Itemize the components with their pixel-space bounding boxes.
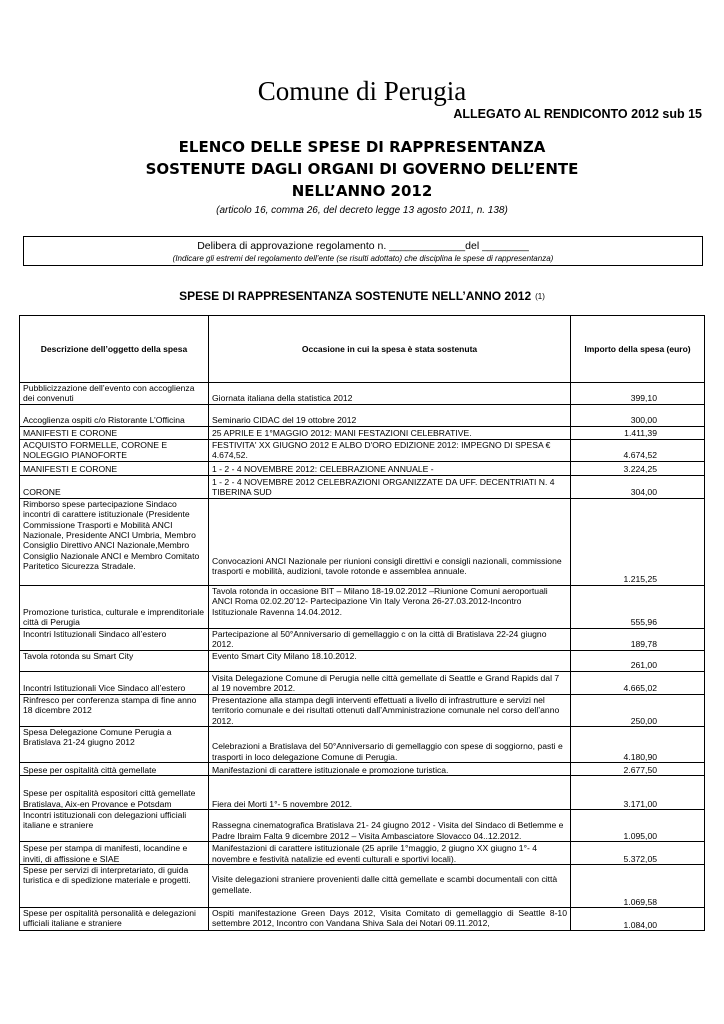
table-row <box>20 461 705 475</box>
cell-imp: 189,78 <box>571 628 705 650</box>
table-row <box>20 776 705 810</box>
table-row <box>20 763 705 776</box>
section-title-text: SPESE DI RAPPRESENTANZA SOSTENUTE NELL’ANNO 2012 <box>179 289 532 303</box>
heading-line-2: SOSTENUTE DAGLI ORGANI DI GOVERNO DELL’ENTE <box>145 160 579 178</box>
table-row <box>20 671 705 694</box>
cell-imp: 4.180,90 <box>571 727 705 763</box>
cell-imp: 261,00 <box>571 650 705 671</box>
cell-desc: CORONE <box>20 475 209 498</box>
section-note: (1) <box>535 292 545 302</box>
expenses-table <box>19 315 705 931</box>
table-row <box>20 383 705 405</box>
cell-desc: MANIFESTI E CORONE <box>20 426 209 439</box>
cell-occ: Celebrazioni a Bratislava del 50°Anniversario di gemellaggio con spese di soggiorno, pasti e trasporti in loco delegazione Comune di Perugia. <box>209 727 571 763</box>
table-row <box>20 908 705 931</box>
cell-desc: Tavola rotonda su Smart City <box>20 650 209 671</box>
cell-occ: 1 - 2 - 4 NOVEMBRE 2012 CELEBRAZIONI ORGANIZZATE DA UFF. DECENTRIATI N. 4 TIBERINA SUD <box>209 475 571 498</box>
cell-occ: Tavola rotonda in occasione BIT – Milano 18-19.02.2012 –Riunione Comuni aeroportuali ANCI Roma 02.02.20’12- Partecipazione Vin Italy Verona 26-27.03.2012-Incontro Istituzionale Ravenna 14.04.2012. <box>209 585 571 628</box>
cell-desc: Spesa Delegazione Comune Perugia a Bratislava 21-24 giugno 2012 <box>20 727 209 763</box>
cell-desc: Incontri Istituzionali Sindaco all’estero <box>20 628 209 650</box>
cell-desc: Rimborso spese partecipazione Sindaco incontri di carattere istituzionale (Presidente Commissione Trasporti e Mobilità ANCI Nazionale, Presidente ANCI Umbria, Membro Consiglio Direttivo ANCI Nazionale,Membro Consiglio Nazionale ANCI e Membro Comitato Paritetico Sicurezza Stradale. <box>20 498 209 585</box>
cell-occ: Visite delegazioni straniere provenienti dalle città gemellate e scambi documentali con città gemellate. <box>209 865 571 908</box>
table-row <box>20 628 705 650</box>
delibera-note: (Indicare gli estremi del regolamento dell’ente (se risulti adottato) che disciplina le spese di rappresentanza) <box>172 254 554 263</box>
table-row <box>20 404 705 426</box>
cell-desc: Spese per ospitalità espositori città gemellate Bratislava, Aix-en Provance e Potsdam <box>20 776 209 810</box>
cell-imp: 3.171,00 <box>571 776 705 810</box>
cell-desc: Pubblicizzazione dell’evento con accoglienza dei convenuti <box>20 383 209 405</box>
cell-occ: Presentazione alla stampa degli interventi effettuati a livello di infrastrutture e servizi nel territorio comunale e dei risultati ottenuti dall’Amministrazione comunale nel corso dell’anno 2012. <box>209 694 571 726</box>
table-row <box>20 865 705 908</box>
cell-imp: 250,00 <box>571 694 705 726</box>
table-row <box>20 475 705 498</box>
table-row <box>20 585 705 628</box>
cell-occ: Convocazioni ANCI Nazionale per riunioni consigli direttivi e consigli nazionali, commissione trasporti e mobilità, audizioni, tavole rotonde e assemblea annuale. <box>209 498 571 585</box>
cell-occ: Seminario CIDAC del 19 ottobre 2012 <box>209 404 571 426</box>
cell-imp: 2.677,50 <box>571 763 705 776</box>
articolo-reference: (articolo 16, comma 26, del decreto legge 13 agosto 2011, n. 138) <box>216 205 508 216</box>
cell-imp: 300,00 <box>571 404 705 426</box>
header-importo: Importo della spesa (euro) <box>571 316 705 383</box>
cell-imp: 5.372,05 <box>571 842 705 865</box>
cell-desc: Incontri Istituzionali Vice Sindaco all’estero <box>20 671 209 694</box>
table-row <box>20 694 705 726</box>
cell-occ: Manifestazioni di carattere istituzionale e promozione turistica. <box>209 763 571 776</box>
cell-occ: Evento Smart City Milano 18.10.2012. <box>209 650 571 671</box>
cell-desc: Promozione turistica, culturale e imprenditoriale città di Perugia <box>20 585 209 628</box>
cell-desc: Spese per servizi di interpretariato, di guida turistica e di spedizione materiale e progetti. <box>20 865 209 908</box>
heading-line-3: NELL’ANNO 2012 <box>291 182 433 200</box>
cell-imp: 1.095,00 <box>571 810 705 842</box>
cell-imp: 4.665,02 <box>571 671 705 694</box>
section-title <box>0 289 724 303</box>
cell-imp: 399,10 <box>571 383 705 405</box>
table-row <box>20 439 705 461</box>
delibera-line: Delibera di approvazione regolamento n. _____________del ________ <box>197 240 529 252</box>
cell-occ: 25 APRILE E 1°MAGGIO 2012: MANI FESTAZIONI CELEBRATIVE. <box>209 426 571 439</box>
table-row <box>20 498 705 585</box>
table-row <box>20 810 705 842</box>
cell-occ: 1 - 2 - 4 NOVEMBRE 2012: CELEBRAZIONE ANNUALE - <box>209 461 571 475</box>
cell-desc: Accoglienza ospiti c/o Ristorante L’Officina <box>20 404 209 426</box>
cell-desc: MANIFESTI E CORONE <box>20 461 209 475</box>
table-row <box>20 426 705 439</box>
cell-occ: FESTIVITA' XX GIUGNO 2012 E ALBO D'ORO EDIZIONE 2012: IMPEGNO DI SPESA € 4.674,52. <box>209 439 571 461</box>
table-header-row <box>20 316 705 383</box>
cell-occ: Ospiti manifestazione Green Days 2012, Visita Comitato di gemellaggio di Seattle 8-10 settembre 2012, Incontro con Vandana Shiva Sala dei Notari 09.11.2012, <box>209 908 571 931</box>
cell-imp: 4.674,52 <box>571 439 705 461</box>
cell-occ: Giornata italiana della statistica 2012 <box>209 383 571 405</box>
cell-imp: 1.411,39 <box>571 426 705 439</box>
page-title: Comune di Perugia <box>257 76 467 106</box>
cell-occ: Manifestazioni di carattere istituzionale (25 aprile 1°maggio, 2 giugno XX giugno 1°- 4 novembre e festività natalizie ed eventi culturali e sportivi locali). <box>209 842 571 865</box>
table-row <box>20 842 705 865</box>
allegato-label: ALLEGATO AL RENDICONTO 2012 sub 15 <box>453 107 702 121</box>
cell-occ: Partecipazione al 50°Anniversario di gemellaggio c on la città di Bratislava 22-24 giugno 2012. <box>209 628 571 650</box>
cell-imp: 1.084,00 <box>571 908 705 931</box>
cell-imp: 304,00 <box>571 475 705 498</box>
cell-occ: Visita Delegazione Comune di Perugia nelle città gemellate di Seattle e Grand Rapids dal 7 al 19 novembre 2012. <box>209 671 571 694</box>
cell-occ: Rassegna cinematografica Bratislava 21- 24 giugno 2012 - Visita del Sindaco di Betlemme e Padre Ibraim Falta 9 dicembre 2012 – Visita Ambasciatore Slovacco 04..12.2012. <box>209 810 571 842</box>
cell-desc: Spese per ospitalità città gemellate <box>20 763 209 776</box>
cell-occ: Fiera dei Morti 1°- 5 novembre 2012. <box>209 776 571 810</box>
cell-imp: 555,96 <box>571 585 705 628</box>
cell-desc: Spese per ospitalità personalità e delegazioni ufficiali italiane e straniere <box>20 908 209 931</box>
header-descrizione: Descrizione dell’oggetto della spesa <box>20 316 209 383</box>
header-occasione: Occasione in cui la spesa è stata sostenuta <box>209 316 571 383</box>
cell-imp: 3.224,25 <box>571 461 705 475</box>
delibera-box <box>23 236 703 266</box>
cell-desc: Spese per stampa di manifesti, locandine e inviti, di affissione e SIAE <box>20 842 209 865</box>
cell-desc: Incontri istituzionali con delegazioni ufficiali italiane e straniere <box>20 810 209 842</box>
table-row <box>20 727 705 763</box>
heading-line-1: ELENCO DELLE SPESE DI RAPPRESENTANZA <box>178 138 546 156</box>
cell-desc: Rinfresco per conferenza stampa di fine anno 18 dicembre 2012 <box>20 694 209 726</box>
cell-desc: ACQUISTO FORMELLE, CORONE E NOLEGGIO PIANOFORTE <box>20 439 209 461</box>
cell-imp: 1.215,25 <box>571 498 705 585</box>
table-row <box>20 650 705 671</box>
cell-imp: 1.069,58 <box>571 865 705 908</box>
